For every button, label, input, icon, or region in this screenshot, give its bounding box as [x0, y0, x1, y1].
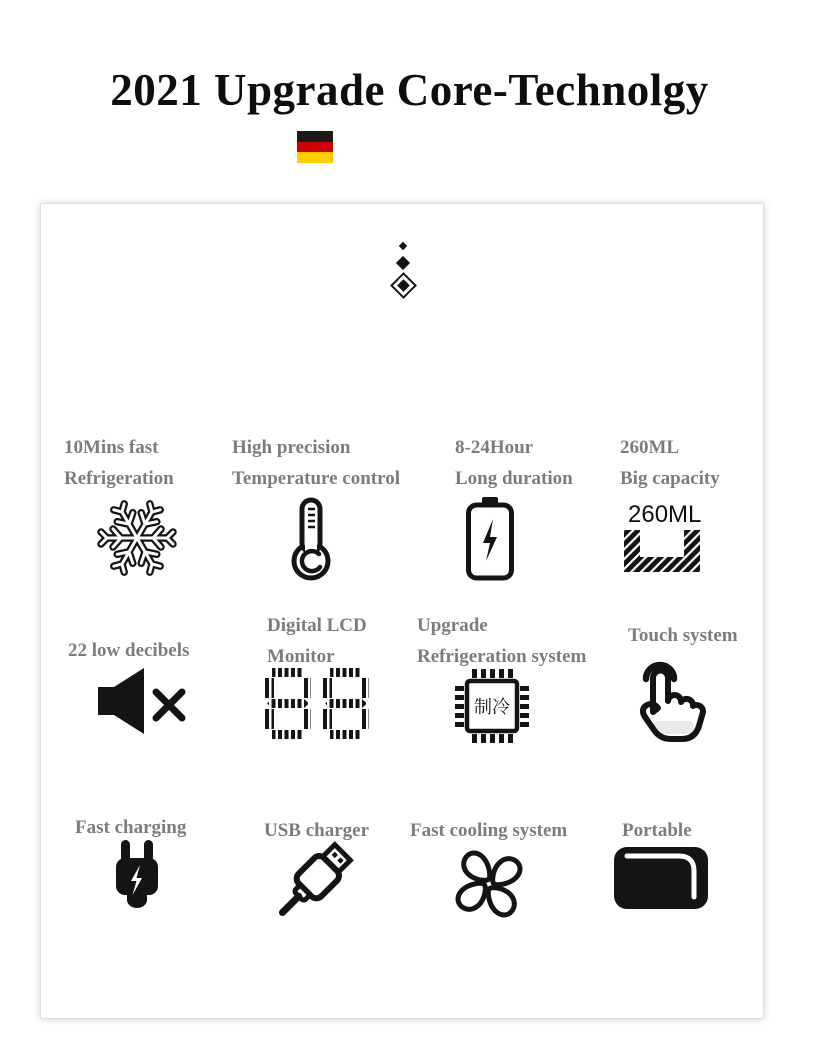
germany-flag-icon — [297, 131, 333, 163]
feature-portable — [622, 815, 742, 846]
feature-label: 10Mins fast Refrigeration — [64, 437, 174, 489]
feature-label: 8-24Hour Long duration — [455, 437, 573, 489]
feature-lcd-monitor — [267, 610, 427, 672]
snowflake-icon — [97, 497, 177, 584]
cooling-chip-icon — [452, 666, 532, 751]
capacity-ml-text: 260ML — [628, 501, 702, 528]
feature-label: Portable — [622, 820, 692, 841]
feature-long-duration — [455, 432, 620, 494]
page-title: 2021 Upgrade Core-Technolgy — [110, 65, 709, 115]
feature-label: Fast charging — [75, 817, 187, 838]
feature-label: 260ML Big capacity — [620, 437, 720, 489]
usb-cable-icon — [272, 840, 358, 931]
large-diamond-icon — [390, 272, 417, 299]
feature-fast-cooling — [410, 815, 610, 846]
feature-label: USB charger — [264, 820, 370, 841]
lcd-88-display-icon — [265, 668, 369, 745]
fan-icon — [453, 842, 525, 927]
feature-label: Touch system — [628, 625, 738, 646]
mute-speaker-icon — [98, 665, 190, 742]
feature-label: 22 low decibels — [68, 640, 190, 661]
touch-hand-icon — [622, 660, 710, 749]
feature-big-capacity — [620, 432, 765, 528]
capacity-cup-icon — [622, 502, 702, 579]
feature-temperature-control — [232, 432, 442, 494]
flag-stripe-black — [297, 131, 333, 142]
feature-usb-charger — [264, 815, 414, 846]
feature-refrigeration-system — [417, 610, 627, 718]
portable-case-icon — [612, 844, 710, 917]
thermometer-icon — [283, 497, 339, 588]
feature-fast-charging — [75, 812, 225, 843]
flag-stripe-red — [297, 142, 333, 153]
power-plug-icon — [114, 840, 160, 923]
battery-charging-icon — [466, 497, 514, 586]
feature-label: Upgrade Refrigeration system — [417, 615, 587, 667]
small-diamond-icon — [399, 242, 407, 250]
feature-low-decibels — [68, 635, 228, 666]
feature-label: High precision Temperature control — [232, 437, 400, 489]
feature-label: Fast cooling system — [410, 820, 568, 841]
diamond-ornament-icon — [391, 243, 415, 295]
flag-stripe-gold — [297, 152, 333, 163]
feature-touch-system — [628, 620, 763, 651]
medium-diamond-icon — [396, 256, 410, 270]
feature-label: Digital LCD Monitor — [267, 615, 367, 667]
feature-fast-refrigeration — [64, 432, 239, 494]
chip-text: 制冷 — [474, 697, 510, 718]
